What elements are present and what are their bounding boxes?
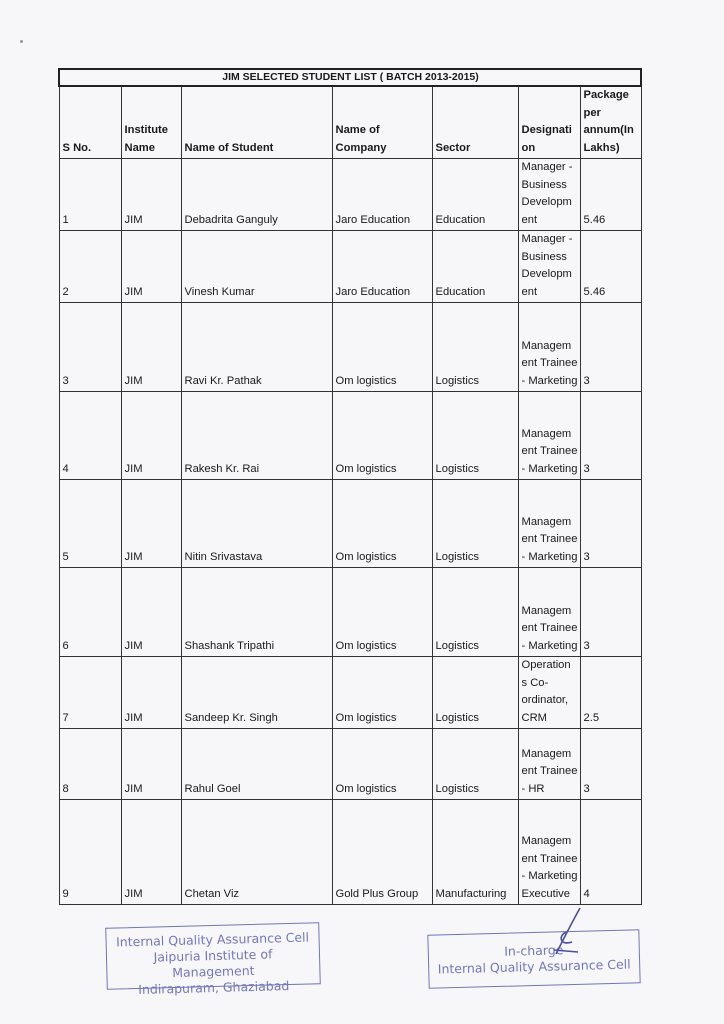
cell-designation: Managem ent Trainee - Marketing (518, 568, 580, 657)
table-row (59, 231, 641, 303)
cell-company: Om logistics (332, 568, 432, 657)
header-sector: Sector (432, 86, 518, 159)
header-sno: S No. (59, 86, 121, 159)
cell-company: Gold Plus Group (332, 800, 432, 905)
cell-company: Jaro Education (332, 231, 432, 303)
cell-student-name: Shashank Tripathi (181, 568, 332, 657)
cell-institute: JIM (121, 729, 181, 800)
table-row (59, 159, 641, 231)
header-institute: Institute Name (121, 86, 181, 159)
stamp-line: Jaipuria Institute of Management (153, 946, 273, 981)
cell-sector: Logistics (432, 568, 518, 657)
signature-icon (548, 902, 588, 962)
cell-company: Jaro Education (332, 159, 432, 231)
cell-company: Om logistics (332, 392, 432, 480)
cell-institute: JIM (121, 568, 181, 657)
cell-designation: Manager - Business Developm ent (518, 231, 580, 303)
cell-sector: Manufacturing (432, 800, 518, 905)
cell-sno: 7 (59, 657, 121, 729)
stamp-line: In-charge (504, 942, 564, 959)
cell-sno: 9 (59, 800, 121, 905)
cell-package: 3 (580, 568, 641, 657)
cell-sector: Logistics (432, 657, 518, 729)
header-designation: Designati on (518, 86, 580, 159)
cell-sno: 2 (59, 231, 121, 303)
cell-institute: JIM (121, 800, 181, 905)
cell-sector: Logistics (432, 303, 518, 392)
cell-package: 5.46 (580, 231, 641, 303)
cell-sno: 4 (59, 392, 121, 480)
cell-institute: JIM (121, 480, 181, 568)
cell-designation: Managem ent Trainee - HR (518, 729, 580, 800)
header-package: Package per annum(In Lakhs) (580, 86, 641, 159)
cell-designation: Operation s Co- ordinator, CRM (518, 657, 580, 729)
header-student-name: Name of Student (181, 86, 332, 159)
cell-designation: Managem ent Trainee - Marketing Executive (518, 800, 580, 905)
cell-package: 4 (580, 800, 641, 905)
table-row (59, 303, 641, 392)
cell-designation: Managem ent Trainee - Marketing (518, 303, 580, 392)
page-speck (20, 40, 23, 43)
cell-package: 3 (580, 392, 641, 480)
cell-student-name: Sandeep Kr. Singh (181, 657, 332, 729)
cell-sno: 5 (59, 480, 121, 568)
table-title: JIM SELECTED STUDENT LIST ( BATCH 2013-2015) (59, 69, 641, 86)
cell-designation: Managem ent Trainee - Marketing (518, 392, 580, 480)
iqac-institute-stamp (105, 922, 321, 997)
cell-institute: JIM (121, 159, 181, 231)
stamp-line: Indirapuram, Ghaziabad (138, 978, 290, 997)
cell-sector: Education (432, 159, 518, 231)
cell-package: 5.46 (580, 159, 641, 231)
cell-student-name: Nitin Srivastava (181, 480, 332, 568)
table-row (59, 568, 641, 657)
student-list-table (58, 68, 642, 905)
cell-company: Om logistics (332, 657, 432, 729)
cell-sno: 6 (59, 568, 121, 657)
table-row (59, 729, 641, 800)
header-company: Name of Company (332, 86, 432, 159)
cell-institute: JIM (121, 392, 181, 480)
table-row (59, 480, 641, 568)
cell-institute: JIM (121, 657, 181, 729)
cell-package: 3 (580, 729, 641, 800)
cell-institute: JIM (121, 303, 181, 392)
table-row (59, 800, 641, 905)
cell-sno: 1 (59, 159, 121, 231)
cell-student-name: Rahul Goel (181, 729, 332, 800)
cell-designation: Manager - Business Developm ent (518, 159, 580, 231)
table-row (59, 392, 641, 480)
cell-sector: Logistics (432, 480, 518, 568)
table-row (59, 657, 641, 729)
cell-company: Om logistics (332, 729, 432, 800)
cell-student-name: Vinesh Kumar (181, 231, 332, 303)
cell-student-name: Rakesh Kr. Rai (181, 392, 332, 480)
cell-sno: 8 (59, 729, 121, 800)
cell-company: Om logistics (332, 480, 432, 568)
cell-company: Om logistics (332, 303, 432, 392)
cell-designation: Managem ent Trainee - Marketing (518, 480, 580, 568)
iqac-incharge-stamp (427, 929, 640, 989)
cell-student-name: Debadrita Ganguly (181, 159, 332, 231)
stamp-line: Internal Quality Assurance Cell (437, 956, 631, 977)
cell-package: 3 (580, 480, 641, 568)
cell-sector: Education (432, 231, 518, 303)
cell-package: 3 (580, 303, 641, 392)
stamp-line: Internal Quality Assurance Cell (115, 929, 310, 950)
cell-student-name: Chetan Viz (181, 800, 332, 905)
cell-student-name: Ravi Kr. Pathak (181, 303, 332, 392)
cell-sector: Logistics (432, 392, 518, 480)
cell-sno: 3 (59, 303, 121, 392)
cell-package: 2.5 (580, 657, 641, 729)
cell-sector: Logistics (432, 729, 518, 800)
cell-institute: JIM (121, 231, 181, 303)
